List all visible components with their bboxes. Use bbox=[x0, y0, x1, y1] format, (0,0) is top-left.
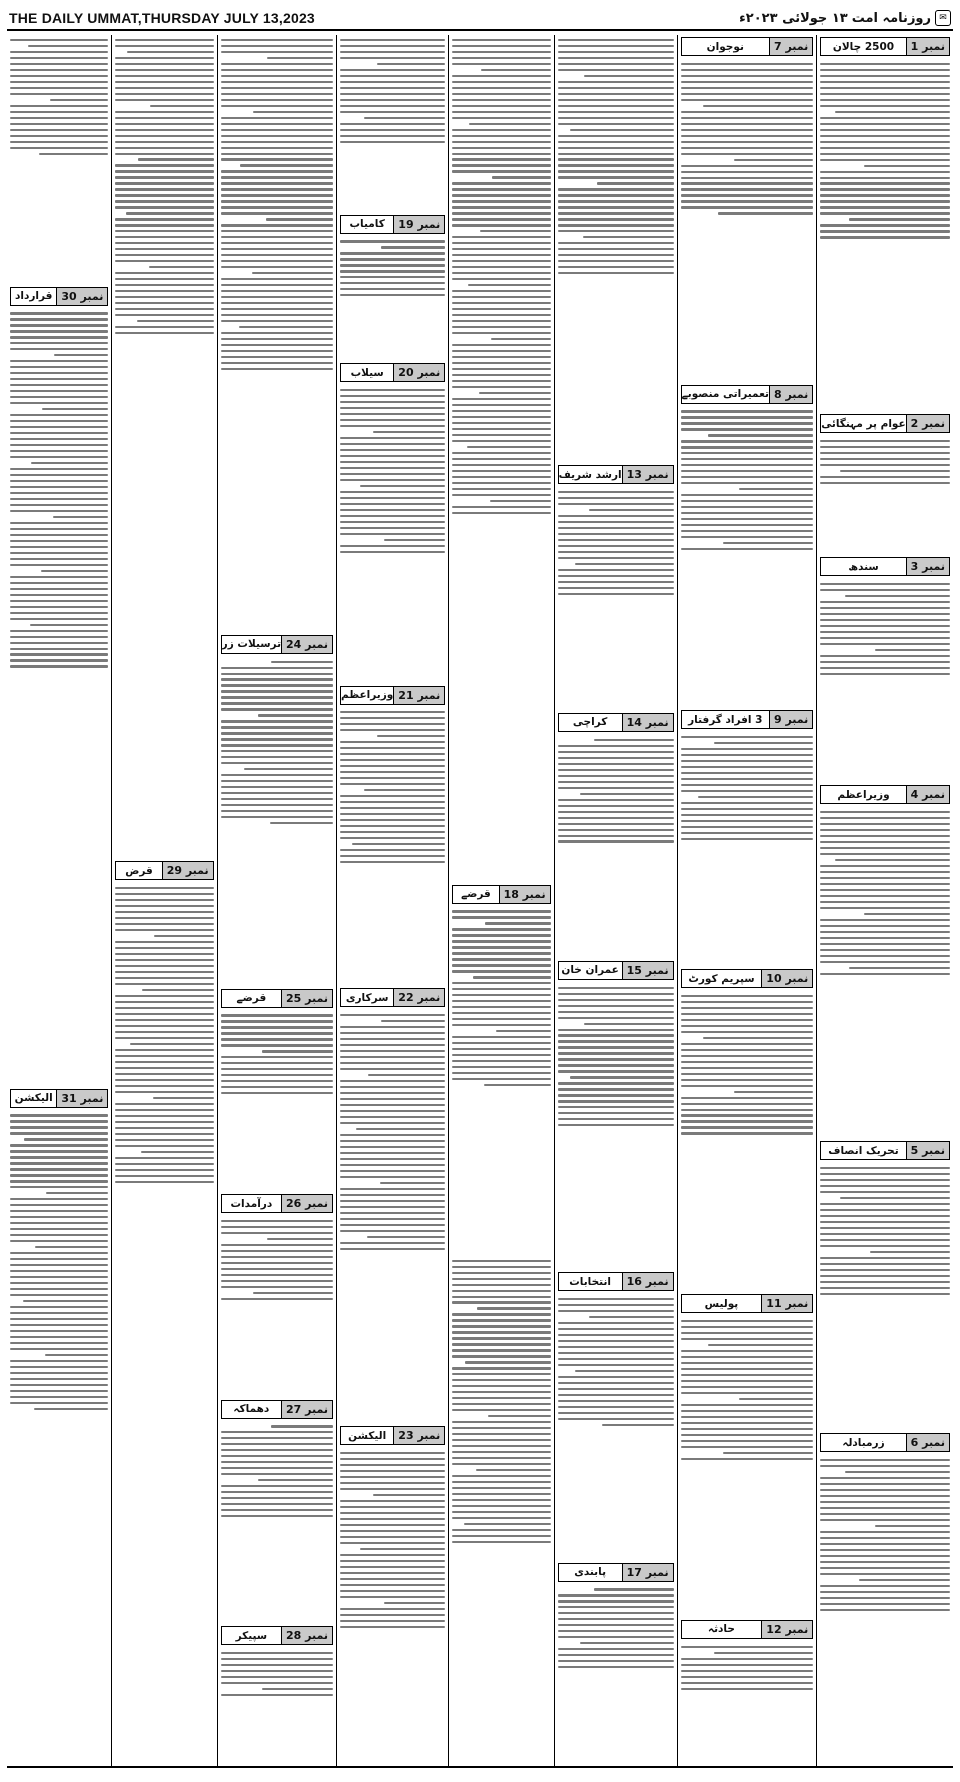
article-heading bbox=[452, 885, 550, 904]
article-body-text bbox=[221, 1216, 333, 1393]
news-article bbox=[115, 35, 213, 855]
article-heading bbox=[221, 1626, 333, 1645]
article-heading bbox=[558, 1272, 674, 1291]
article-title: 2500 چالان bbox=[832, 40, 895, 53]
article-body-text bbox=[820, 59, 950, 408]
article-body-text bbox=[10, 1111, 108, 1762]
news-article bbox=[681, 383, 814, 704]
article-number-badge: نمبر 31 bbox=[56, 1090, 107, 1107]
article-body-text bbox=[452, 907, 550, 1252]
news-article bbox=[221, 633, 333, 983]
article-title: کامیاب bbox=[349, 218, 385, 231]
article-title: پولیس bbox=[704, 1297, 739, 1310]
article-body-text bbox=[820, 1455, 950, 1762]
article-title: درآمدات bbox=[230, 1197, 273, 1210]
article-title: حادثہ bbox=[707, 1623, 735, 1636]
article-number-badge: نمبر 19 bbox=[393, 216, 444, 233]
article-number-badge: نمبر 10 bbox=[761, 970, 812, 987]
article-body-text bbox=[681, 732, 814, 963]
article-body-text bbox=[221, 1648, 333, 1762]
news-article bbox=[820, 555, 950, 779]
article-number-badge: نمبر 30 bbox=[56, 288, 107, 305]
article-body-text bbox=[558, 983, 674, 1266]
news-article bbox=[221, 1398, 333, 1621]
article-heading bbox=[115, 861, 213, 880]
news-article bbox=[221, 1192, 333, 1393]
news-article bbox=[820, 783, 950, 1135]
article-number-badge: نمبر 13 bbox=[622, 466, 673, 483]
article-body-text bbox=[221, 1011, 333, 1188]
article-title: سندھ bbox=[848, 560, 879, 573]
article-number-badge: نمبر 4 bbox=[906, 786, 949, 803]
article-heading bbox=[820, 1433, 950, 1452]
article-number-badge: نمبر 23 bbox=[393, 1427, 444, 1444]
article-heading bbox=[340, 215, 445, 234]
news-article bbox=[10, 1087, 108, 1762]
article-heading bbox=[558, 961, 674, 980]
news-article bbox=[221, 35, 333, 629]
article-body-text bbox=[681, 991, 814, 1288]
news-article bbox=[558, 35, 674, 459]
article-number-badge: نمبر 27 bbox=[281, 1401, 332, 1418]
article-title: سپریم کورٹ bbox=[688, 972, 755, 985]
news-article bbox=[558, 711, 674, 955]
article-heading bbox=[681, 1294, 814, 1313]
article-number-badge: نمبر 7 bbox=[769, 38, 812, 55]
article-body-text bbox=[115, 883, 213, 1762]
news-article bbox=[452, 1256, 550, 1762]
news-article bbox=[10, 285, 108, 1083]
article-number-badge: نمبر 5 bbox=[906, 1142, 949, 1159]
news-article bbox=[558, 1270, 674, 1556]
article-title: سرکاری bbox=[345, 991, 389, 1004]
article-heading bbox=[681, 969, 814, 988]
article-body-text bbox=[221, 35, 333, 629]
article-title: انتخابات bbox=[569, 1275, 611, 1288]
article-body-text bbox=[10, 309, 108, 1083]
news-article bbox=[681, 708, 814, 963]
news-article bbox=[221, 987, 333, 1188]
article-body-text bbox=[558, 1294, 674, 1556]
article-body-text bbox=[452, 1256, 550, 1762]
news-article bbox=[221, 1624, 333, 1762]
news-article bbox=[115, 859, 213, 1762]
article-body-text bbox=[115, 35, 213, 855]
article-title: قرض bbox=[125, 864, 153, 877]
article-heading bbox=[340, 363, 445, 382]
article-title: الیکشن bbox=[348, 1429, 387, 1442]
article-title: نوجوان bbox=[706, 40, 744, 53]
news-article bbox=[681, 1618, 814, 1762]
news-article bbox=[10, 35, 108, 281]
news-article bbox=[681, 967, 814, 1288]
news-article bbox=[820, 1139, 950, 1427]
article-body-text bbox=[221, 1422, 333, 1621]
article-number-badge: نمبر 6 bbox=[906, 1434, 949, 1451]
news-article bbox=[340, 213, 445, 358]
article-title: وزیراعظم bbox=[837, 788, 890, 801]
article-number-badge: نمبر 22 bbox=[393, 989, 444, 1006]
article-title: قرضے bbox=[236, 992, 267, 1005]
article-title: سیلاب bbox=[350, 366, 384, 379]
urdu-masthead-date: ۱۳ جولائی ۲۰۲۳ء bbox=[739, 10, 848, 26]
article-body-text bbox=[340, 237, 445, 358]
article-body-text bbox=[558, 1585, 674, 1762]
article-heading bbox=[221, 635, 333, 654]
news-article bbox=[820, 35, 950, 408]
news-column bbox=[677, 35, 817, 1766]
news-column bbox=[7, 35, 111, 1766]
article-body-text bbox=[820, 1163, 950, 1427]
article-body-text bbox=[340, 1010, 445, 1420]
article-body-text bbox=[340, 385, 445, 679]
article-heading bbox=[820, 785, 950, 804]
footer-rule bbox=[7, 1766, 953, 1768]
news-article bbox=[681, 1292, 814, 1613]
article-number-badge: نمبر 2 bbox=[906, 415, 949, 432]
news-column bbox=[448, 35, 553, 1766]
article-heading bbox=[221, 989, 333, 1008]
urdu-masthead bbox=[739, 10, 951, 26]
news-article bbox=[681, 35, 814, 379]
article-heading bbox=[558, 1563, 674, 1582]
article-title: ترسیلات زر bbox=[221, 638, 282, 651]
article-number-badge: نمبر 26 bbox=[281, 1195, 332, 1212]
english-masthead-title: THE DAILY UMMAT,THURSDAY JULY 13,2023 bbox=[9, 10, 315, 26]
article-heading bbox=[681, 1620, 814, 1639]
news-article bbox=[558, 463, 674, 707]
article-number-badge: نمبر 14 bbox=[622, 714, 673, 731]
article-body-text bbox=[558, 35, 674, 459]
article-body-text bbox=[558, 735, 674, 955]
news-article bbox=[340, 986, 445, 1420]
urdu-masthead-title: روزنامہ امت bbox=[851, 10, 931, 26]
article-body-text bbox=[221, 657, 333, 983]
article-number-badge: نمبر 1 bbox=[906, 38, 949, 55]
article-title: عوام پر مہنگائی bbox=[821, 417, 906, 430]
article-title: تعمیراتی منصوبے bbox=[681, 388, 769, 401]
article-heading bbox=[820, 414, 950, 433]
article-heading bbox=[558, 713, 674, 732]
news-column bbox=[217, 35, 336, 1766]
news-article bbox=[558, 959, 674, 1266]
news-article bbox=[558, 1561, 674, 1762]
article-body-text bbox=[820, 807, 950, 1135]
column-grid bbox=[7, 35, 953, 1766]
article-number-badge: نمبر 18 bbox=[499, 886, 550, 903]
article-number-badge: نمبر 11 bbox=[761, 1295, 812, 1312]
article-title: الیکشن bbox=[14, 1092, 53, 1105]
article-body-text bbox=[10, 35, 108, 281]
article-number-badge: نمبر 28 bbox=[281, 1627, 332, 1644]
article-body-text bbox=[340, 708, 445, 983]
article-title: پابندی bbox=[574, 1566, 607, 1579]
article-number-badge: نمبر 21 bbox=[393, 687, 444, 704]
article-body-text bbox=[820, 436, 950, 551]
article-number-badge: نمبر 12 bbox=[761, 1621, 812, 1638]
article-number-badge: نمبر 25 bbox=[281, 990, 332, 1007]
article-title: زرمبادلہ bbox=[842, 1436, 885, 1449]
article-heading bbox=[340, 686, 445, 705]
article-title: تحریک انصاف bbox=[828, 1144, 899, 1157]
article-heading bbox=[10, 287, 108, 306]
news-article bbox=[340, 1424, 445, 1762]
article-number-badge: نمبر 3 bbox=[906, 558, 949, 575]
article-number-badge: نمبر 9 bbox=[769, 711, 812, 728]
news-article bbox=[820, 412, 950, 551]
article-body-text bbox=[452, 35, 550, 879]
article-body-text bbox=[340, 1448, 445, 1762]
article-number-badge: نمبر 17 bbox=[622, 1564, 673, 1581]
masthead bbox=[7, 7, 953, 31]
article-heading bbox=[221, 1400, 333, 1419]
article-body-text bbox=[681, 59, 814, 379]
news-column bbox=[554, 35, 677, 1766]
article-title: ارشد شریف bbox=[558, 468, 622, 481]
article-heading bbox=[340, 988, 445, 1007]
article-number-badge: نمبر 29 bbox=[162, 862, 213, 879]
news-article bbox=[340, 361, 445, 679]
news-article bbox=[340, 684, 445, 983]
article-number-badge: نمبر 20 bbox=[393, 364, 444, 381]
newspaper-page bbox=[7, 7, 953, 1768]
article-title: سپیکر bbox=[235, 1629, 268, 1642]
article-heading bbox=[820, 37, 950, 56]
article-title: قرضے bbox=[461, 888, 491, 901]
article-title: 3 افراد گرفتار bbox=[688, 713, 763, 726]
article-title: دھماکہ bbox=[233, 1403, 270, 1416]
article-heading bbox=[681, 37, 814, 56]
article-body-text bbox=[681, 1642, 814, 1762]
news-column bbox=[816, 35, 953, 1766]
article-number-badge: نمبر 15 bbox=[622, 962, 673, 979]
article-heading bbox=[820, 557, 950, 576]
news-column bbox=[336, 35, 448, 1766]
article-number-badge: نمبر 16 bbox=[622, 1273, 673, 1290]
article-body-text bbox=[820, 579, 950, 779]
article-title: وزیراعظم bbox=[341, 689, 394, 701]
article-body-text bbox=[681, 407, 814, 704]
article-body-text bbox=[558, 487, 674, 707]
article-title: کراچی bbox=[572, 716, 608, 729]
article-title: قرارداد bbox=[14, 290, 53, 303]
article-number-badge: نمبر 24 bbox=[281, 636, 332, 653]
news-column bbox=[111, 35, 216, 1766]
article-body-text bbox=[340, 35, 445, 209]
news-article bbox=[452, 883, 550, 1252]
article-heading bbox=[558, 465, 674, 484]
article-heading bbox=[340, 1426, 445, 1445]
article-heading bbox=[681, 385, 814, 404]
article-heading bbox=[820, 1141, 950, 1160]
article-heading bbox=[221, 1194, 333, 1213]
news-article bbox=[340, 35, 445, 209]
newspaper-logo-icon: ✉ bbox=[935, 10, 951, 26]
article-number-badge: نمبر 8 bbox=[769, 386, 812, 403]
article-heading bbox=[681, 710, 814, 729]
news-article bbox=[820, 1431, 950, 1762]
article-heading bbox=[10, 1089, 108, 1108]
article-title: عمران خان bbox=[561, 964, 619, 977]
news-article bbox=[452, 35, 550, 879]
article-body-text bbox=[681, 1316, 814, 1613]
